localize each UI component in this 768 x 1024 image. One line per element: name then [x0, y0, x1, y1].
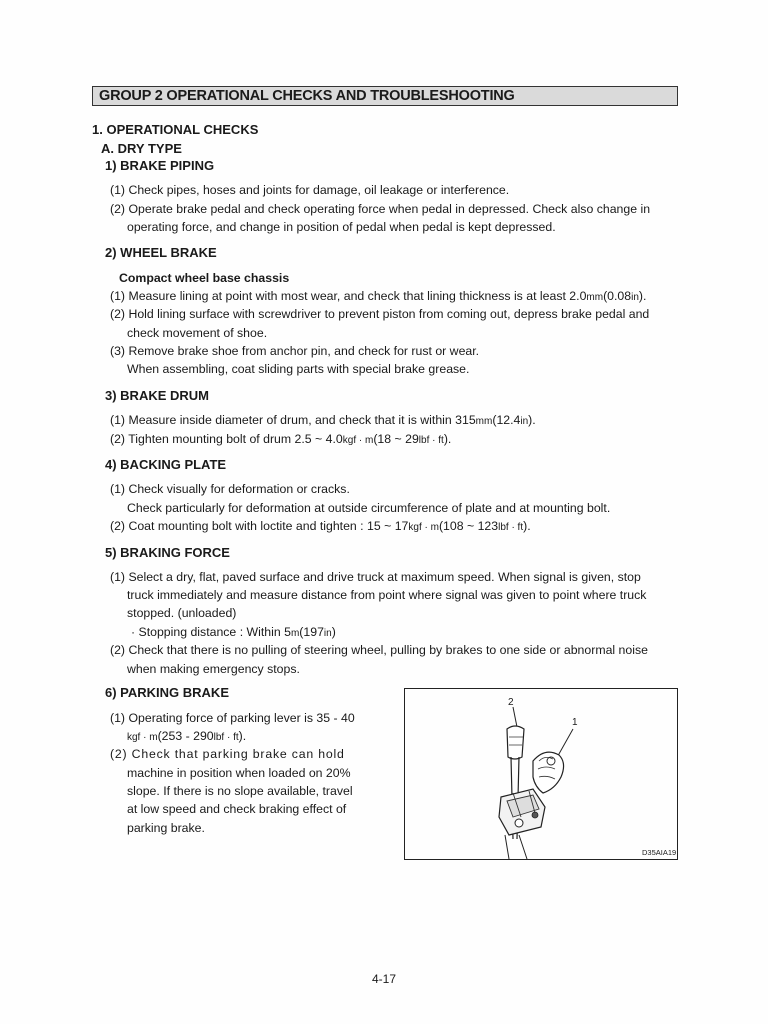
parking-brake-line-7: parking brake. [127, 821, 205, 835]
parking-force-end: ). [238, 729, 247, 743]
parking-brake-line-6: at low speed and check braking effect of [127, 802, 347, 816]
figure-label-1: 1 [572, 717, 578, 728]
group-title: GROUP 2 OPERATIONAL CHECKS AND TROUBLESHOOTING [99, 88, 515, 104]
brake-piping-item-1: (1) Check pipes, hoses and joints for damage, oil leakage or interference. [110, 183, 510, 197]
backing-plate-line-2: Check particularly for deformation at outside circumference of plate and at mounting bolt. [127, 501, 611, 515]
brake-piping-item-2: (2) Operate brake pedal and check operating force when pedal in depressed. Check also change in [110, 202, 651, 216]
section-title: 1. OPERATIONAL CHECKS [92, 122, 259, 137]
wheel-brake-subtitle: Compact wheel base chassis [119, 271, 290, 285]
parking-lever-illustration [405, 689, 677, 859]
parking-brake-line-4: machine in position when loaded on 20% [127, 766, 351, 780]
figure-label-2: 2 [508, 697, 514, 708]
brake-drum-line-1-end: ). [528, 413, 536, 427]
brake-drum-line-2 [110, 432, 451, 448]
brake-drum-line-2-end: ). [443, 432, 452, 446]
braking-force-line-1: (1) Select a dry, flat, paved surface and drive truck at maximum speed. When signal is given, stop [110, 570, 641, 584]
parking-brake-line-2 [127, 729, 246, 745]
braking-force-line-3: stopped. (unloaded) [127, 606, 237, 620]
stopping-distance-end: ) [331, 625, 336, 639]
parking-brake-title: 6) PARKING BRAKE [105, 685, 229, 700]
unit-mm: mm [586, 292, 604, 303]
backing-plate-line-1: (1) Check visually for deformation or cracks. [110, 482, 350, 496]
brake-piping-title: 1) BRAKE PIPING [105, 158, 215, 173]
backing-plate-line-3-value: (108 ~ 123 [438, 519, 499, 533]
brake-piping-item-2-cont: operating force, and change in position of pedal when pedal is kept depressed. [127, 220, 556, 234]
page-number: 4-17 [371, 972, 397, 986]
backing-plate-line-3-end: ). [523, 519, 531, 533]
braking-force-line-4 [131, 625, 336, 641]
braking-force-line-2: truck immediately and measure distance from point where signal was given to point where truck [127, 588, 647, 602]
braking-force-title: 5) BRAKING FORCE [105, 545, 230, 560]
wheel-brake-line-1-value: (0.08 [603, 289, 632, 303]
brake-drum-line-1 [110, 413, 536, 429]
wheel-brake-line-2: (2) Hold lining surface with screwdriver to prevent piston from coming out, depress brake pedal and [110, 307, 650, 321]
stopping-distance-value: (197 [299, 625, 324, 639]
parking-brake-line-1: (1) Operating force of parking lever is 35 - 40 [110, 711, 355, 725]
wheel-brake-title: 2) WHEEL BRAKE [105, 245, 217, 260]
braking-force-line-6: when making emergency stops. [127, 662, 300, 676]
unit-lbf-ft: lbf · ft [213, 732, 239, 743]
unit-in: in [520, 416, 529, 427]
parking-force-value: (253 - 290 [157, 729, 214, 743]
backing-plate-line-3-text: (2) Coat mounting bolt with loctite and tighten : 15 ~ 17 [110, 519, 409, 533]
wheel-brake-line-1-text: (1) Measure lining at point with most wear, and check that lining thickness is at least 2.0 [110, 289, 587, 303]
wheel-brake-line-3: check movement of shoe. [127, 326, 268, 340]
brake-drum-line-2-value: (18 ~ 29 [373, 432, 419, 446]
wheel-brake-line-4: (3) Remove brake shoe from anchor pin, and check for rust or wear. [110, 344, 480, 358]
unit-kgf-m: kgf · m [127, 732, 158, 743]
wheel-brake-line-1 [110, 289, 646, 305]
unit-kgf-m: kgf · m [342, 435, 374, 446]
braking-force-line-5: (2) Check that there is no pulling of steering wheel, pulling by brakes to one side or abnormal noise [110, 643, 648, 657]
parking-brake-line-3: (2) Check that parking brake can hold [110, 747, 345, 761]
unit-lbf-ft: lbf · ft [498, 522, 524, 533]
figure-code: D35AIA19 [642, 848, 677, 857]
group-title-bar [92, 86, 678, 106]
unit-in: in [323, 628, 332, 639]
parking-lever-figure [404, 688, 678, 860]
unit-mm: mm [475, 416, 493, 427]
parking-brake-line-5: slope. If there is no slope available, travel [127, 784, 353, 798]
brake-drum-title: 3) BRAKE DRUM [105, 388, 209, 403]
unit-m: m [290, 628, 300, 639]
backing-plate-title: 4) BACKING PLATE [105, 457, 227, 472]
unit-lbf-ft: lbf · ft [418, 435, 444, 446]
brake-drum-line-2-text: (2) Tighten mounting bolt of drum 2.5 ~ 4.0 [110, 432, 343, 446]
brake-drum-line-1-value: (12.4 [492, 413, 521, 427]
wheel-brake-line-5: When assembling, coat sliding parts with special brake grease. [127, 362, 470, 376]
unit-in: in [631, 292, 639, 303]
stopping-distance-text: · Stopping distance : Within 5 [131, 625, 291, 639]
unit-kgf-m: kgf · m [408, 522, 439, 533]
brake-drum-line-1-text: (1) Measure inside diameter of drum, and check that it is within 315 [110, 413, 476, 427]
wheel-brake-line-1-end: ). [638, 289, 647, 303]
subsection-title: A. DRY TYPE [101, 141, 182, 156]
backing-plate-line-3 [110, 519, 531, 535]
